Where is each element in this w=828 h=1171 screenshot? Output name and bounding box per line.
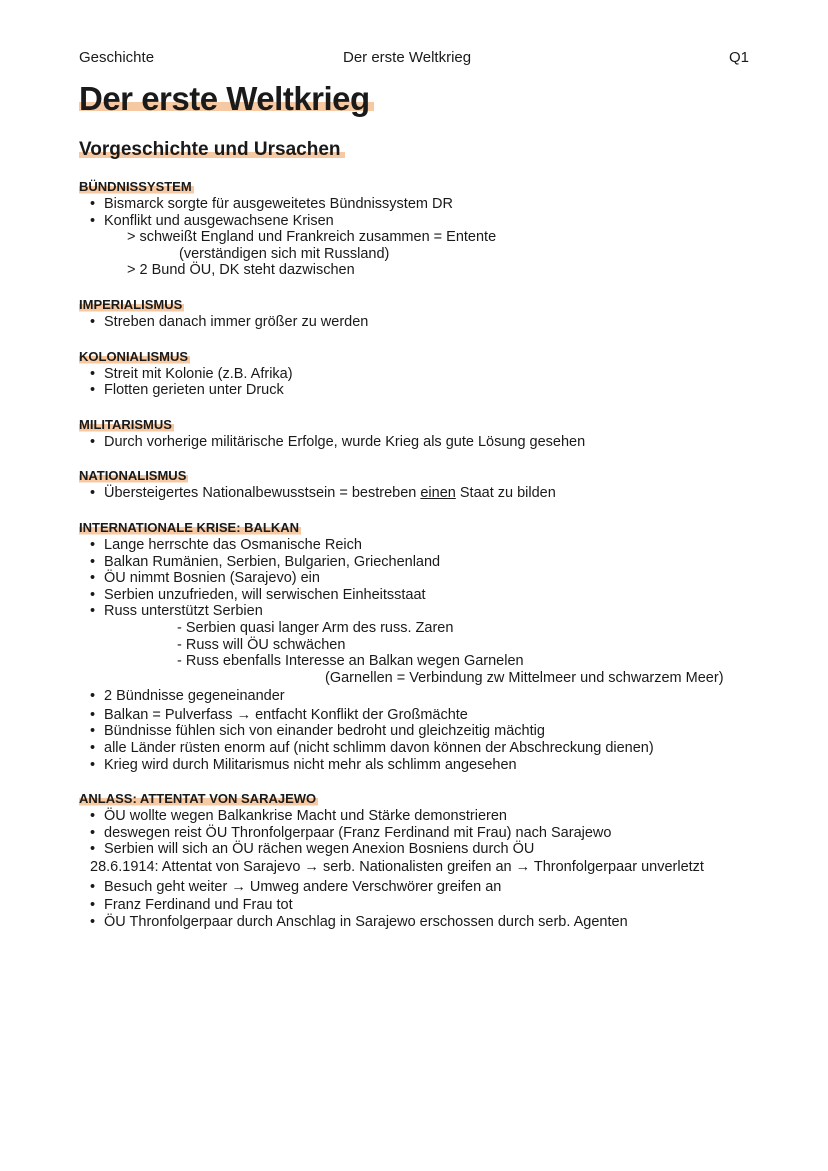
section-heading: NATIONALISMUS: [79, 468, 187, 484]
list-item: • Konflikt und ausgewachsene Krisen: [79, 213, 779, 230]
section-heading: KOLONIALISMUS: [79, 348, 189, 364]
sub-item: (verständigen sich mit Russland): [179, 245, 390, 262]
list-item: • ÖU Thronfolgerpaar durch Anschlag in Sarajewo erschossen durch serb. Agenten: [79, 914, 779, 931]
section-heading: IMPERIALISMUS: [79, 296, 183, 312]
list-item: • deswegen reist ÖU Thronfolgerpaar (Franz Ferdinand mit Frau) nach Sarajewo: [79, 825, 779, 842]
list-item: • Streit mit Kolonie (z.B. Afrika): [79, 366, 779, 383]
list-item: • ÖU wollte wegen Balkankrise Macht und Stärke demonstrieren: [79, 808, 779, 825]
list-item: • Streben danach immer größer zu werden: [79, 314, 779, 331]
list-item: • Balkan = Pulverfass → entfacht Konflikt der Großmächte: [79, 707, 779, 724]
section-kolonialismus: [79, 348, 779, 399]
list-item: • Durch vorherige militärische Erfolge, wurde Krieg als gute Lösung gesehen: [79, 434, 779, 451]
sub-item: - Russ will ÖU schwächen: [177, 636, 346, 653]
page-header: [79, 49, 749, 69]
header-subject: Geschichte: [79, 49, 155, 66]
list-item: • Flotten gerieten unter Druck: [79, 382, 779, 399]
section-heading: BÜNDNISSYSTEM: [79, 179, 192, 194]
header-topic: Der erste Weltkrieg: [343, 49, 472, 66]
notes-content: [79, 178, 779, 947]
sub-item: > 2 Bund ÖU, DK steht dazwischen: [127, 262, 355, 279]
section-anlass: [79, 790, 779, 930]
list-item: • Bismarck sorgte für ausgeweitetes Bündnissystem DR: [79, 196, 779, 213]
sub-item: - Russ ebenfalls Interesse an Balkan wegen Garnelen: [177, 653, 524, 670]
list-item: • Bündnisse fühlen sich von einander bedroht und gleichzeitig mächtig: [79, 723, 779, 740]
section-imperialismus: [79, 296, 779, 331]
list-item-text: Übersteigertes Nationalbewusstsein = bestreben: [104, 485, 421, 502]
list-item: • Serbien unzufrieden, will serwischen Einheitsstaat: [79, 587, 779, 604]
list-item: • Krieg wird durch Militarismus nicht mehr als schlimm angesehen: [79, 757, 779, 774]
section-militarismus: [79, 416, 779, 451]
section-subtitle: Vorgeschichte und Ursachen: [79, 139, 345, 161]
section-nationalismus: [79, 467, 779, 502]
list-item: • Lange herrschte das Osmanische Reich: [79, 537, 779, 554]
list-item: • ÖU nimmt Bosnien (Sarajevo) ein: [79, 570, 779, 587]
sub-item: (Garnellen = Verbindung zw Mittelmeer und schwarzem Meer): [325, 669, 724, 686]
sub-item: - Serbien quasi langer Arm des russ. Zaren: [177, 619, 454, 636]
list-item-text: Staat zu bilden: [455, 485, 556, 502]
list-item: • 2 Bündnisse gegeneinander: [79, 688, 779, 705]
underlined-word: einen: [420, 485, 456, 502]
header-course: Q1: [728, 49, 749, 66]
list-item: • Franz Ferdinand und Frau tot: [79, 897, 779, 914]
sub-item: > schweißt England und Frankreich zusammen = Entente: [127, 229, 497, 246]
section-buendnissystem: [79, 178, 779, 279]
list-item: • alle Länder rüsten enorm auf (nicht schlimm davon können der Abschreckung dienen): [79, 740, 779, 757]
section-heading: ANLASS: ATTENTAT VON SARAJEWO: [79, 791, 317, 807]
section-heading: INTERNATIONALE KRISE: BALKAN: [79, 519, 300, 535]
list-item: [79, 485, 779, 502]
section-heading: MILITARISMUS: [79, 416, 172, 432]
date-line: 28.6.1914: Attentat von Sarajevo → serb. Nationalisten greifen an → Thronfolgerpaar unverletzt: [90, 859, 704, 876]
list-item: • Besuch geht weiter → Umweg andere Verschwörer greifen an: [79, 879, 779, 896]
list-item: • Russ unterstützt Serbien: [79, 603, 779, 620]
section-balkan: [79, 519, 779, 773]
list-item: • Serbien will sich an ÖU rächen wegen Anexion Bosniens durch ÖU: [79, 841, 779, 858]
list-item: • Balkan Rumänien, Serbien, Bulgarien, Griechenland: [79, 554, 779, 571]
page-title: Der erste Weltkrieg: [79, 80, 374, 118]
